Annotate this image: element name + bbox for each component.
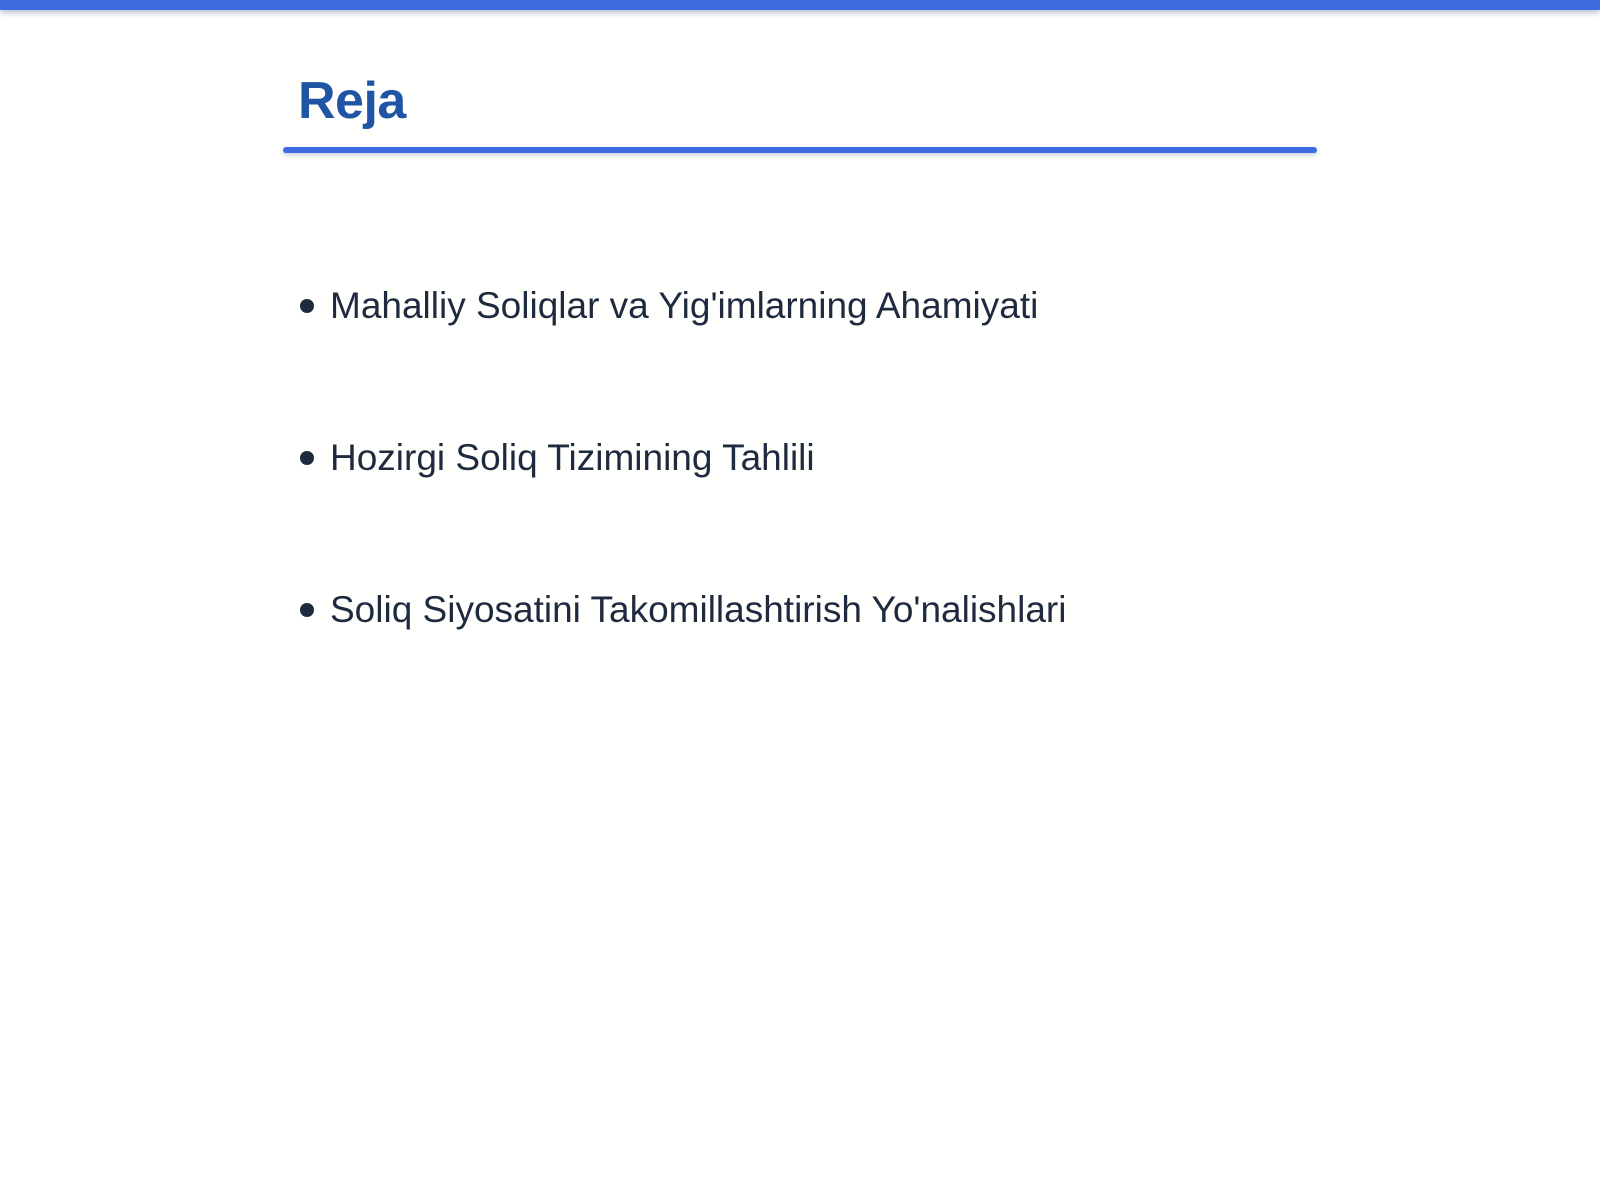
list-item <box>300 426 1066 490</box>
bullet-icon <box>300 299 314 313</box>
list-item-text: Soliq Siyosatini Takomillashtirish Yo'nalishlari <box>330 589 1067 630</box>
slide-title: Reja <box>298 72 406 130</box>
list-item <box>300 578 1066 642</box>
list-item-text: Hozirgi Soliq Tizimining Tahlili <box>330 437 815 478</box>
bullet-list <box>300 274 1066 730</box>
bullet-icon <box>300 603 314 617</box>
list-item-text: Mahalliy Soliqlar va Yig'imlarning Ahamiyati <box>330 285 1039 326</box>
bullet-icon <box>300 451 314 465</box>
title-underline <box>283 147 1317 153</box>
list-item <box>300 274 1066 338</box>
